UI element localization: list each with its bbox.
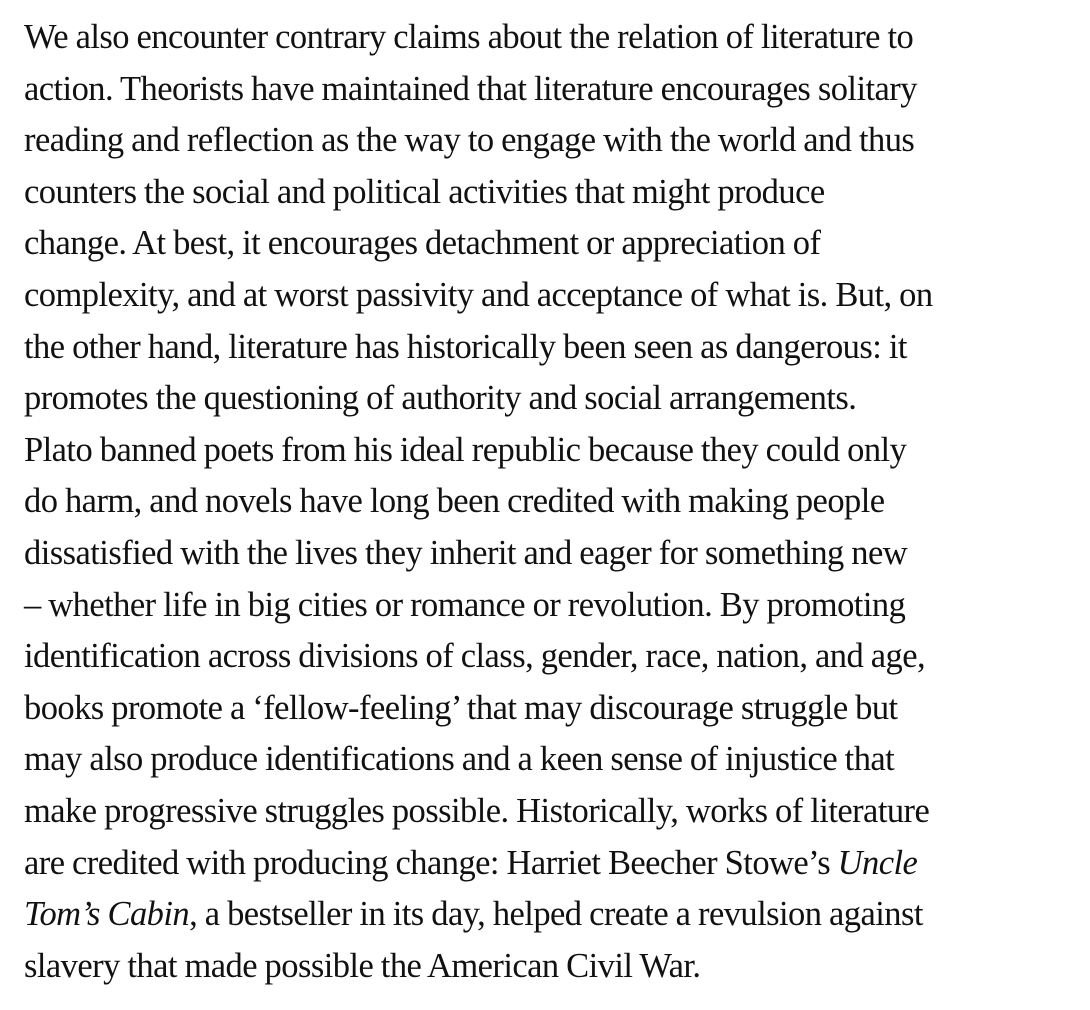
line-text: – whether life in big cities or romance or revolution. By promoting [24,585,906,624]
line-text: make progressive struggles possible. Historically, works of literature [24,791,930,830]
line-text: books promote a ‘fellow-feeling’ that may discourage struggle but [24,688,898,727]
text-line-17 [24,838,1090,890]
line-text: promotes the questioning of authority and social arrangements. [24,379,857,418]
text-line-2 [24,64,1090,116]
text-line-4 [24,167,1090,219]
book-title-part-1: Uncle [837,843,918,882]
text-line-16 [24,786,1090,838]
text-line-12 [24,580,1090,632]
line-text: action. Theorists have maintained that literature encourages solitary [24,69,917,108]
line-text: do harm, and novels have long been credited with making people [24,482,885,521]
line-text: may also produce identifications and a keen sense of injustice that [24,740,895,779]
text-line-1 [24,12,1090,64]
text-line-13 [24,631,1090,683]
line-text: are credited with producing change: Harriet Beecher Stowe’s [24,843,838,882]
text-line-8 [24,373,1090,425]
line-text: the other hand, literature has historically been seen as dangerous: it [24,327,907,366]
line-text: reading and reflection as the way to engage with the world and thus [24,121,915,160]
line-text: We also encounter contrary claims about the relation of literature to [24,18,914,56]
text-line-7 [24,322,1090,374]
text-line-15 [24,734,1090,786]
line-text: Plato banned poets from his ideal republic because they could only [24,430,907,469]
line-text: complexity, and at worst passivity and acceptance of what is. But, on [24,275,933,314]
text-line-10 [24,476,1090,528]
text-line-14 [24,683,1090,735]
line-text: slavery that made possible the American Civil War. [24,946,701,985]
line-text: , a bestseller in its day, helped create a revulsion against [189,895,923,934]
text-line-19 [24,941,1090,993]
line-text: counters the social and political activities that might produce [24,172,825,211]
line-text: dissatisfied with the lives they inherit and eager for something new [24,533,908,572]
line-text: change. At best, it encourages detachment or appreciation of [24,224,821,263]
text-line-5 [24,218,1090,270]
line-text: identification across divisions of class, gender, race, nation, and age, [24,637,926,676]
text-line-9 [24,425,1090,477]
text-line-11 [24,528,1090,580]
text-line-3 [24,115,1090,167]
body-paragraph [24,12,1090,992]
book-title-part-2: Tom’s Cabin [24,895,190,934]
text-line-6 [24,270,1090,322]
text-line-18 [24,889,1090,941]
